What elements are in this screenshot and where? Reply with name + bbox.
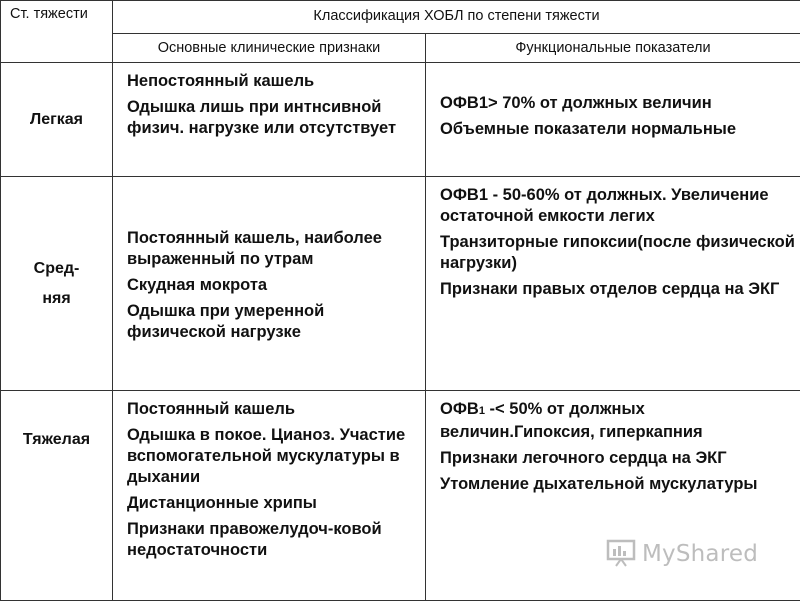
stage-cell-severe (1, 391, 113, 601)
clinical-item: Одышка при умеренной физической нагрузке (127, 301, 421, 343)
table-title: Классификация ХОБЛ по степени тяжести (313, 8, 599, 24)
clinical-cell-mild (113, 63, 426, 177)
stage-cell-mild (1, 63, 113, 177)
subheader-row (1, 34, 800, 63)
header-functional: Функциональные показатели (515, 40, 710, 56)
header-stage-label: Ст. тяжести (10, 6, 88, 22)
clinical-item: Дистанционные хрипы (127, 493, 421, 514)
header-row (1, 1, 800, 34)
presentation-board-icon (606, 537, 636, 572)
clinical-item: Непостоянный кашель (127, 71, 421, 92)
stage-label-line1: Сред- (34, 260, 80, 277)
myshared-watermark (606, 536, 766, 572)
functional-item: Признаки легочного сердца на ЭКГ (440, 448, 796, 469)
fev-prefix: ОФВ (440, 400, 479, 418)
functional-cell-mild (426, 63, 800, 177)
clinical-item: Признаки правожелудоч-ковой недостаточности (127, 519, 421, 561)
functional-item: Объемные показатели нормальные (440, 119, 796, 140)
stage-cell-moderate (1, 177, 113, 391)
clinical-item: Постоянный кашель, наиболее выраженный по утрам (127, 228, 421, 270)
table-row-mild (1, 63, 800, 177)
functional-item: ОФВ1> 70% от должных величин (440, 93, 796, 114)
functional-item-fev1 (440, 399, 796, 443)
table-row-moderate (1, 177, 800, 391)
clinical-item: Одышка в покое. Цианоз. Участие вспомогательной мускулатуры в дыхании (127, 425, 421, 488)
functional-item: Транзиторные гипоксии(после физической нагрузки) (440, 232, 796, 274)
stage-label-line2: няя (42, 290, 70, 307)
functional-item: Утомление дыхательной мускулатуры (440, 474, 796, 495)
functional-item: ОФВ1 - 50-60% от должных. Увеличение остаточной емкости легих (440, 185, 796, 227)
fev-rest: -< 50% от должных величин.Гипоксия, гиперкапния (440, 400, 703, 441)
header-stage-cell (1, 1, 113, 63)
watermark-text: MyShared (642, 541, 758, 567)
header-clinical-cell (113, 34, 426, 63)
header-clinical: Основные клинические признаки (158, 40, 381, 56)
header-title-cell (113, 1, 800, 34)
fev-subscript: 1 (479, 405, 485, 417)
clinical-item: Одышка лишь при интнсивной физич. нагрузке или отсутствует (127, 97, 421, 139)
functional-item: Признаки правых отделов сердца на ЭКГ (440, 279, 796, 300)
header-functional-cell (426, 34, 800, 63)
stage-label: Тяжелая (23, 431, 90, 448)
stage-label: Легкая (30, 111, 83, 128)
clinical-cell-severe (113, 391, 426, 601)
clinical-item: Постоянный кашель (127, 399, 421, 420)
clinical-cell-moderate (113, 177, 426, 391)
functional-cell-moderate (426, 177, 800, 391)
clinical-item: Скудная мокрота (127, 275, 421, 296)
